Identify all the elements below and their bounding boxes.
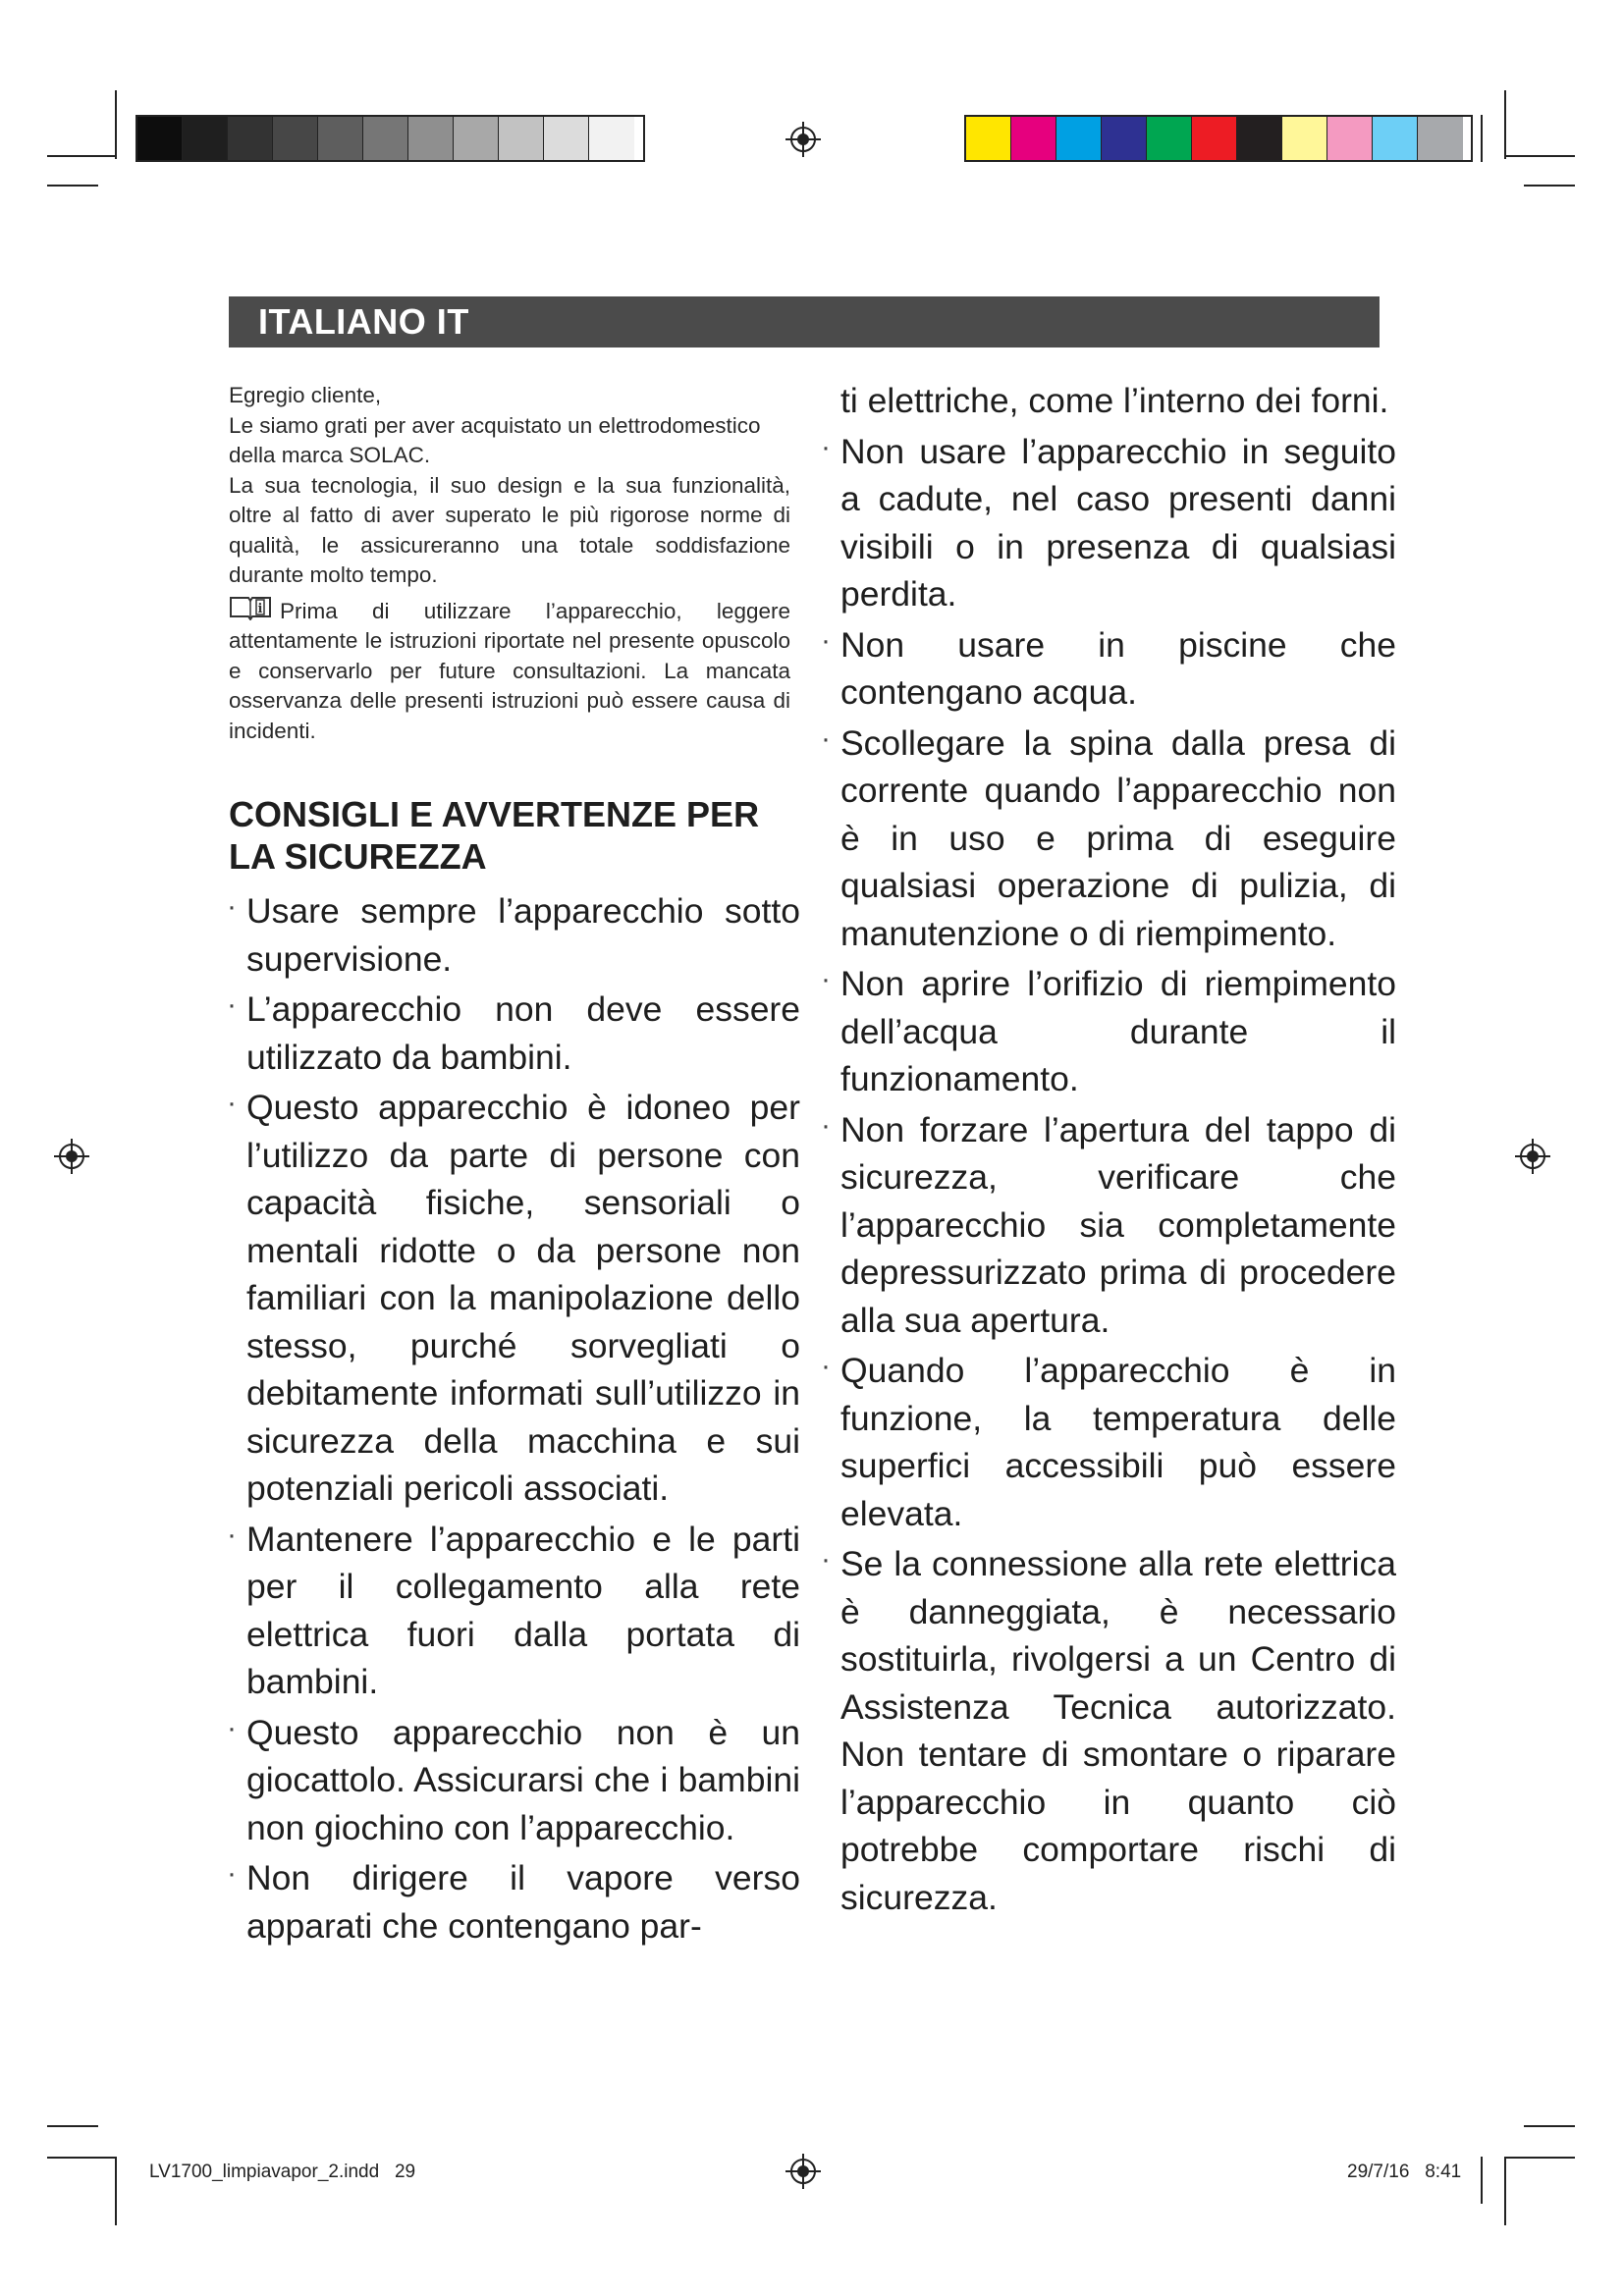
- right-column: [823, 377, 1396, 1924]
- process-swatch: [1418, 117, 1463, 160]
- grayscale-swatch: [183, 117, 228, 160]
- right-safety-list: [823, 377, 1396, 1921]
- grayscale-swatch: [273, 117, 318, 160]
- list-item: · Non dirigere il vapore verso apparati che contengano par-: [229, 1854, 800, 1949]
- grayscale-swatch: [408, 117, 454, 160]
- left-safety-list: [229, 887, 800, 1949]
- process-swatch: [966, 117, 1011, 160]
- intro-paragraph-1: Le siamo grati per aver acquistato un elettrodomestico della marca SOLAC.: [229, 412, 761, 467]
- process-swatch: [1373, 117, 1418, 160]
- list-item: · Non forzare l’apertura del tappo di sicurezza, verificare che l’apparecchio sia completamente depressurizzato prima di procedere alla sua apertura.: [823, 1106, 1396, 1345]
- list-item: · Non aprire l’orifizio di riempimento dell’acqua durante il funzionamento.: [823, 960, 1396, 1103]
- list-item: · Questo apparecchio è idoneo per l’utilizzo da parte di persone con capacità fisiche, sensoriali o mentali ridotte o da persone non familiari con la manipolazione dello stesso, purché sorvegliati o debitamente informati sull’utilizzo in sicurezza della macchina e sui potenziali pericoli associati.: [229, 1084, 800, 1513]
- grayscale-swatch: [137, 117, 183, 160]
- list-item: · Scollegare la spina dalla presa di corrente quando l’apparecchio non è in uso e prima di eseguire qualsiasi operazione di pulizia, di manutenzione o di riempimento.: [823, 720, 1396, 958]
- list-item: · L’apparecchio non deve essere utilizzato da bambini.: [229, 986, 800, 1081]
- list-item: · Se la connessione alla rete elettrica è danneggiata, è necessario sostituirla, rivolgersi a un Centro di Assistenza Tecnica autorizzato. Non tentare di smontare o riparare l’apparecchio in quanto ciò potrebbe comportare rischi di sicurezza.: [823, 1540, 1396, 1921]
- process-swatch: [1327, 117, 1373, 160]
- registration-mark-icon: [785, 2154, 821, 2189]
- left-column: [229, 887, 800, 1952]
- list-item: · Questo apparecchio non è un giocattolo. Assicurarsi che i bambini non giochino con l’apparecchio.: [229, 1709, 800, 1852]
- grayscale-swatch: [499, 117, 544, 160]
- list-item: · Usare sempre l’apparecchio sotto supervisione.: [229, 887, 800, 983]
- grayscale-swatch: [228, 117, 273, 160]
- grayscale-swatch: [318, 117, 363, 160]
- footer-file-slug: LV1700_limpiavapor_2.indd 29: [149, 2162, 416, 2182]
- language-header-band: [229, 296, 1380, 347]
- intro-paragraph-3: [229, 595, 790, 747]
- list-item: · Quando l’apparecchio è in funzione, la temperatura delle superfici accessibili può essere elevata.: [823, 1347, 1396, 1537]
- process-swatch: [1011, 117, 1056, 160]
- process-swatch: [1056, 117, 1102, 160]
- grayscale-swatch: [454, 117, 499, 160]
- safety-section-title: CONSIGLI E AVVERTENZE PER LA SICUREZZA: [229, 794, 760, 877]
- list-item: · Non usare l’apparecchio in seguito a cadute, nel caso presenti danni visibili o in presenza di qualsiasi perdita.: [823, 428, 1396, 618]
- list-item: · Mantenere l’apparecchio e le parti per il collegamento alla rete elettrica fuori dalla portata di bambini.: [229, 1516, 800, 1706]
- registration-mark-icon: [54, 1139, 89, 1174]
- registration-mark-icon: [785, 122, 821, 157]
- process-swatch: [1237, 117, 1282, 160]
- intro-greeting: Egregio cliente,: [229, 383, 382, 407]
- process-swatch: [1147, 117, 1192, 160]
- process-color-bar: [964, 115, 1473, 162]
- language-header-title: ITALIANO IT: [258, 301, 469, 342]
- process-swatch: [1102, 117, 1147, 160]
- intro-paragraph-2: La sua tecnologia, il suo design e la sua funzionalità, oltre al fatto di aver superato le più rigorose norme di qualità, le assicureranno una totale soddisfazione durante molto tempo.: [229, 472, 790, 587]
- process-swatch: [1192, 117, 1237, 160]
- book-info-icon: [229, 595, 272, 620]
- footer-date-slug: 29/7/16 8:41: [1347, 2162, 1462, 2182]
- grayscale-color-bar: [135, 115, 645, 162]
- list-item-continuation: ti elettriche, come l’interno dei forni.: [840, 381, 1389, 420]
- intro-paragraph-3-text: Prima di utilizzare l’apparecchio, leggere attentamente le istruzioni riportate nel presente opuscolo e conservarlo per future consultazioni. La mancata osservanza delle presenti istruzioni può essere causa di incidenti.: [229, 598, 790, 743]
- list-item: · Non usare in piscine che contengano acqua.: [823, 621, 1396, 717]
- grayscale-swatch: [544, 117, 589, 160]
- registration-mark-icon: [1515, 1139, 1550, 1174]
- grayscale-swatch: [363, 117, 408, 160]
- grayscale-swatch: [589, 117, 634, 160]
- svg-text:i: i: [257, 601, 263, 616]
- process-swatch: [1282, 117, 1327, 160]
- intro-text: [229, 381, 790, 746]
